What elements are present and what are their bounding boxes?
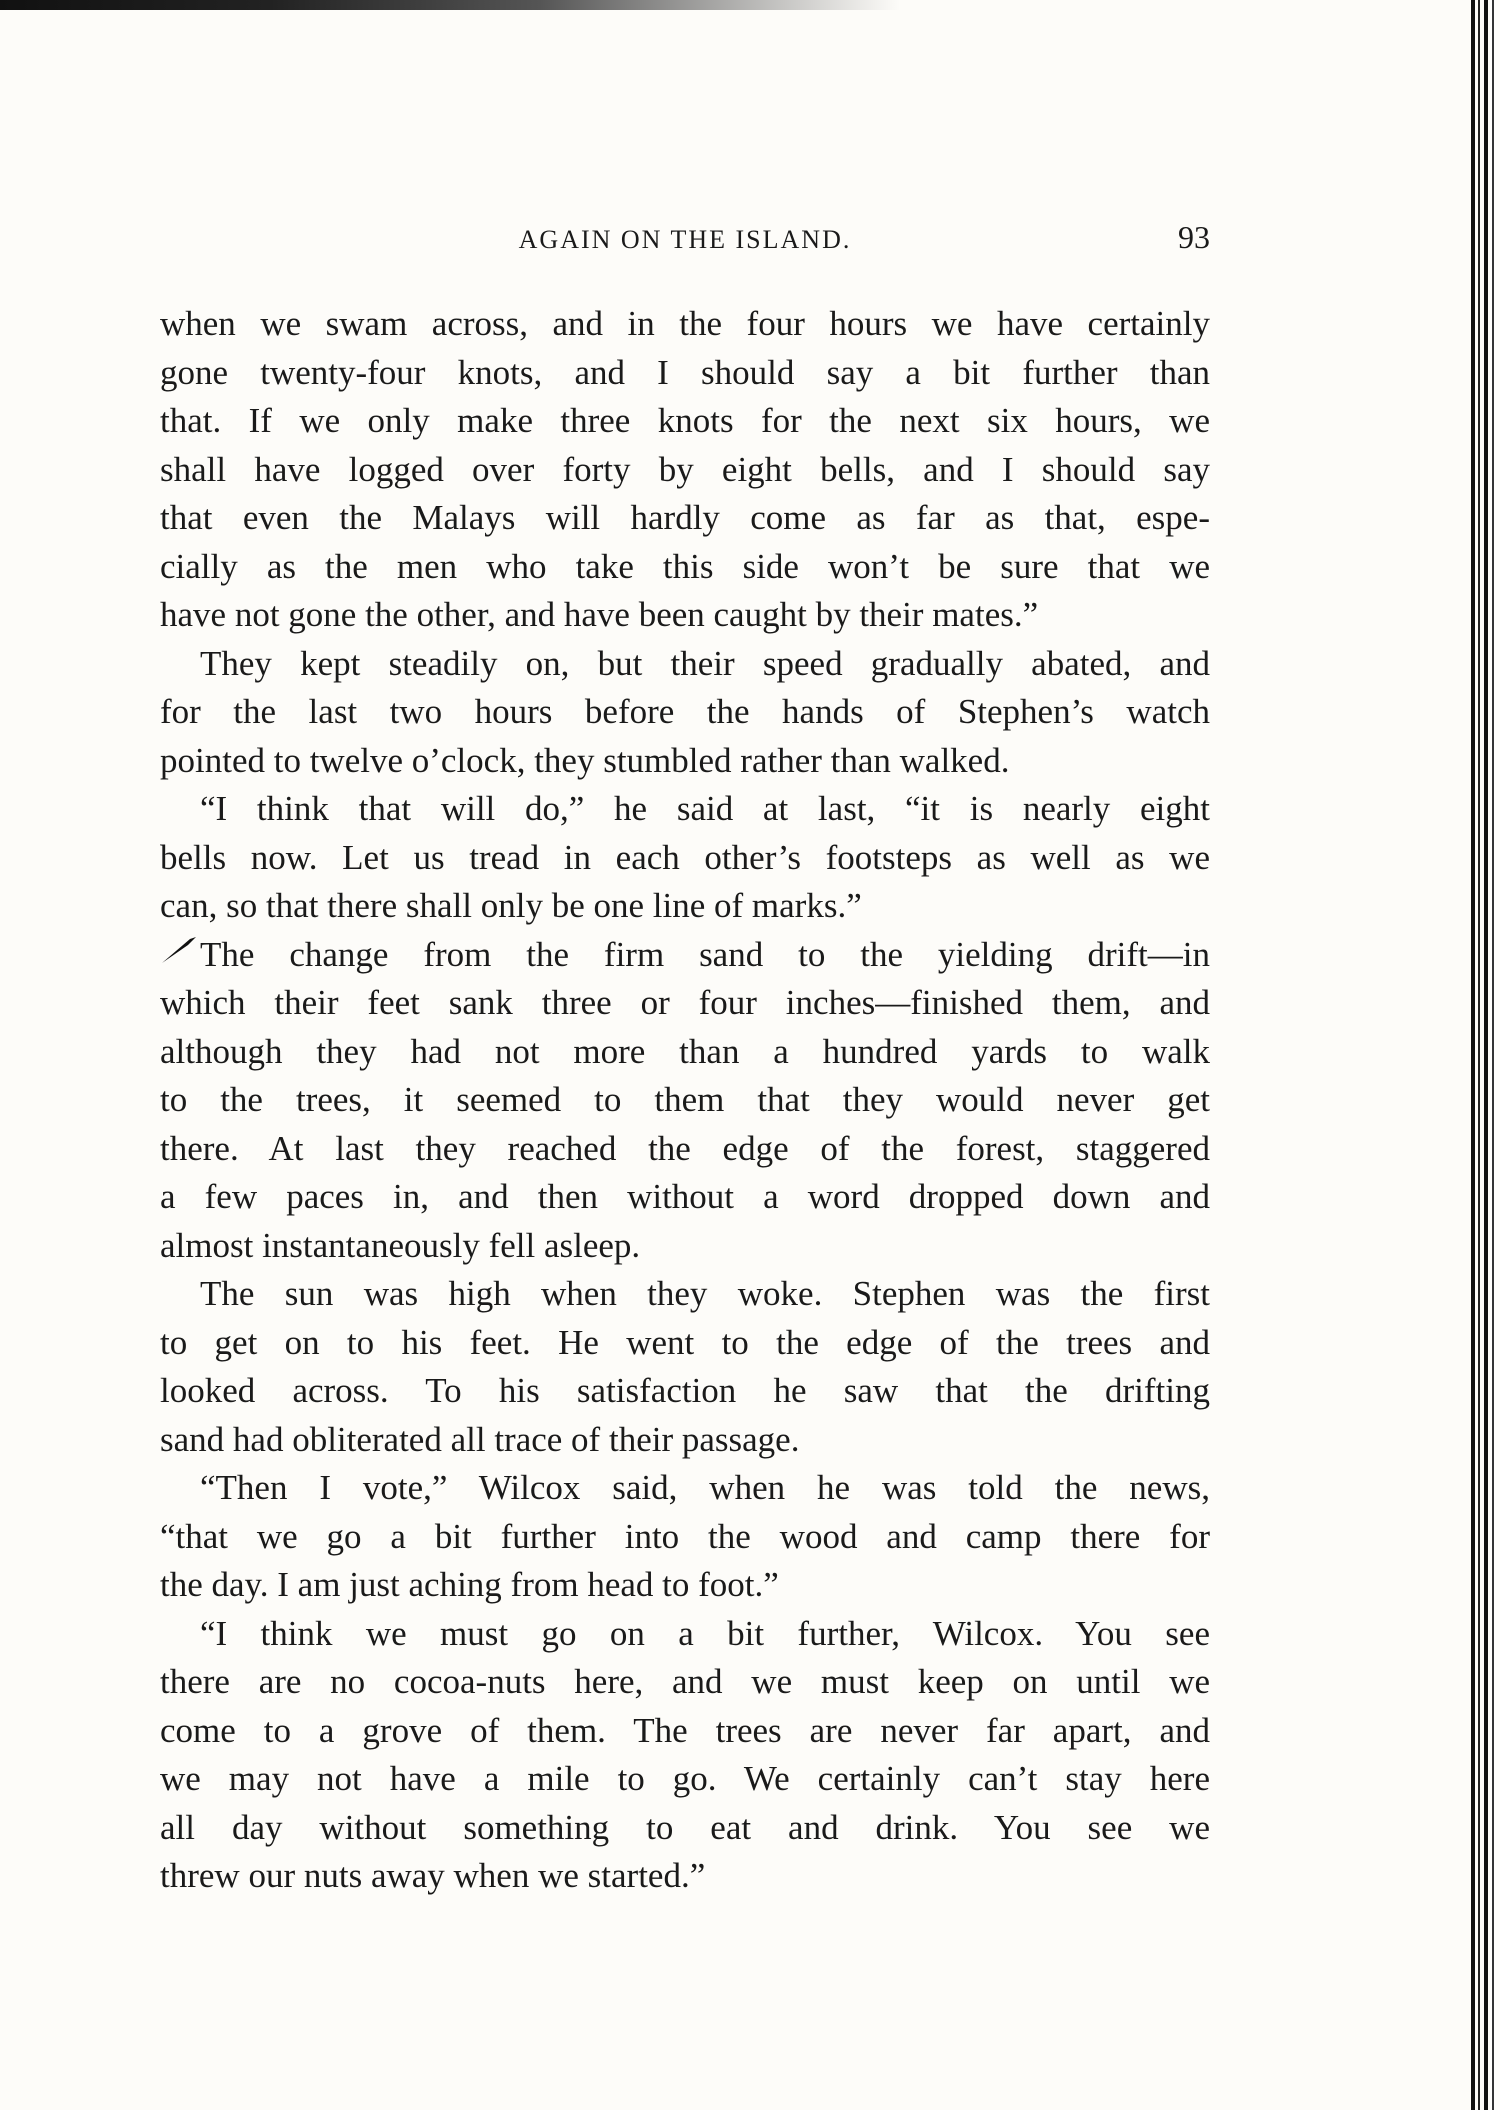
- text-line: which their feet sank three or four inches—finished them, and: [160, 983, 1210, 1022]
- text-line: although they had not more than a hundred yards to walk: [160, 1031, 1210, 1071]
- text-line: almost instantaneously fell asleep.: [160, 1225, 641, 1265]
- paragraph: [160, 640, 1210, 786]
- text-line: have not gone the other, and have been caught by their mates.”: [160, 595, 1039, 634]
- page-header: [160, 219, 1210, 265]
- text-line: come to a grove of them. The trees are never far apart, and: [160, 1710, 1210, 1750]
- text-line: to the trees, it seemed to them that they would never get: [160, 1080, 1210, 1119]
- paragraph: [160, 1610, 1210, 1901]
- text-line: looked across. To his satisfaction he saw that the drifting: [160, 1371, 1210, 1410]
- paragraph: [160, 1464, 1210, 1610]
- text-line: to get on to his feet. He went to the edge of the trees and: [160, 1322, 1210, 1362]
- text-line: shall have logged over forty by eight bells, and I should say: [160, 449, 1210, 489]
- text-line: bells now. Let us tread in each other’s footsteps as well as we: [160, 837, 1210, 877]
- text-line: threw our nuts away when we started.”: [160, 1856, 706, 1895]
- text-line: pointed to twelve o’clock, they stumbled rather than walked.: [160, 740, 1010, 780]
- text-line: all day without something to eat and drink. You see we: [160, 1807, 1210, 1847]
- pencil-mark-icon: [160, 935, 200, 965]
- paragraph: [160, 300, 1210, 640]
- text-line: “I think we must go on a bit further, Wilcox. You see: [200, 1613, 1210, 1653]
- paragraph: [160, 1270, 1210, 1464]
- text-line: can, so that there shall only be one line of marks.”: [160, 886, 862, 925]
- text-line: there are no cocoa-nuts here, and we must keep on until we: [160, 1662, 1210, 1701]
- text-line: sand had obliterated all trace of their passage.: [160, 1419, 800, 1459]
- text-line: the day. I am just aching from head to foot.”: [160, 1565, 779, 1604]
- body-text: [160, 300, 1210, 1901]
- text-line: when we swam across, and in the four hours we have certainly: [160, 304, 1210, 343]
- text-line: gone twenty-four knots, and I should say a bit further than: [160, 352, 1210, 392]
- text-line: They kept steadily on, but their speed gradually abated, and: [200, 643, 1210, 683]
- page-number: 93: [1178, 219, 1210, 255]
- paragraph: [160, 785, 1210, 931]
- text-line: “Then I vote,” Wilcox said, when he was told the news,: [200, 1468, 1210, 1507]
- top-scan-edge: [0, 0, 900, 10]
- running-head: AGAIN ON THE ISLAND.: [518, 225, 852, 254]
- text-line: The sun was high when they woke. Stephen was the first: [200, 1274, 1210, 1313]
- text-line: we may not have a mile to go. We certainly can’t stay here: [160, 1759, 1210, 1798]
- text-line: there. At last they reached the edge of the forest, staggered: [160, 1128, 1210, 1168]
- text-line: “that we go a bit further into the wood and camp there for: [160, 1516, 1210, 1556]
- text-line: “I think that will do,” he said at last, “it is nearly eight: [200, 789, 1210, 828]
- text-line: that even the Malays will hardly come as far as that, espe-: [160, 498, 1210, 537]
- paragraph: [160, 931, 1210, 1271]
- text-line: a few paces in, and then without a word dropped down and: [160, 1177, 1210, 1216]
- text-line: cially as the men who take this side won’t be sure that we: [160, 546, 1210, 586]
- text-line: The change from the firm sand to the yielding drift—in: [200, 934, 1210, 974]
- text-line: for the last two hours before the hands of Stephen’s watch: [160, 692, 1210, 731]
- text-line: that. If we only make three knots for the next six hours, we: [160, 401, 1210, 440]
- page-binding-edge: [1468, 0, 1500, 2110]
